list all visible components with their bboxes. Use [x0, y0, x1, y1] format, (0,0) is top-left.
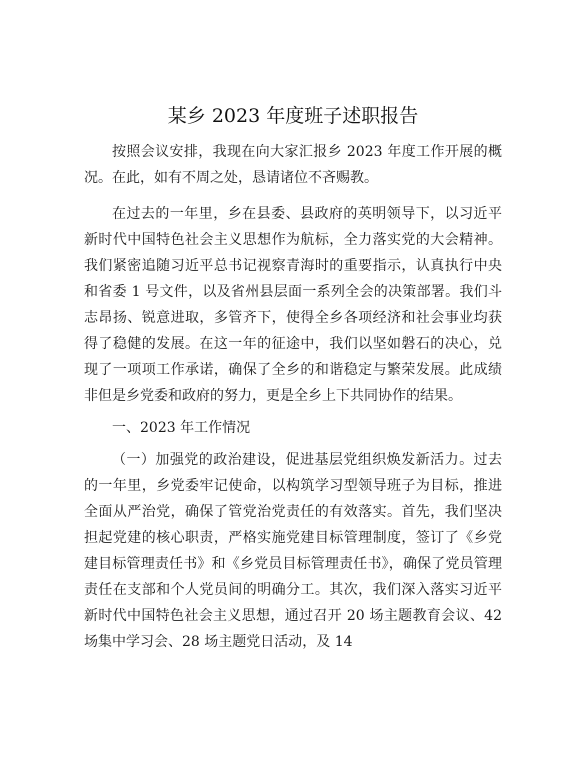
document-title: 某乡 2023 年度班子述职报告 — [167, 105, 419, 127]
section-paragraph: （一）加强党的政治建设，促进基层党组织焕发新活力。过去的一年里，乡党委牢记使命，以构筑学习型领导班子为目标，推进全面从严治党，确保了管党治党责任的有效落实。首先，我们坚决担起党建的核心职责，严格实施党建目标管理制度，签订了《乡党建目标管理责任书》和《乡党员目标管理责任书》，确保了党员管理责任在支部和个人党员间的明确分工。其次，我们深入落实习近平新时代中国特色社会主义思想，通过召开 20 场主题教育会议、42 场集中学习会、28 场主题党日活动，及 14 — [84, 452, 502, 650]
overview-paragraph: 在过去的一年里，乡在县委、县政府的英明领导下，以习近平新时代中国特色社会主义思想作为航标，全力落实党的大会精神。我们紧密追随习近平总书记视察青海时的重要指示，认真执行中央和省委 1 号文件，以及省州县层面一系列全会的决策部署。我们斗志昂扬、锐意进取，多管齐下，使得全乡各项经济和社会事业均获得了稳健的发展。在这一年的征途中，我们以坚如磐石的决心，兑现了一项项工作承诺，确保了全乡的和谐稳定与繁荣发展。此成绩非但是乡党委和政府的努力，更是全乡上下共同协作的结果。 — [84, 206, 502, 404]
document-body — [84, 139, 502, 665]
intro-paragraph: 按照会议安排，我现在向大家汇报乡 2023 年度工作开展的概况。在此，如有不周之处，恳请诸位不吝赐教。 — [84, 144, 502, 186]
section-heading: 一、2023 年工作情况 — [112, 420, 251, 436]
